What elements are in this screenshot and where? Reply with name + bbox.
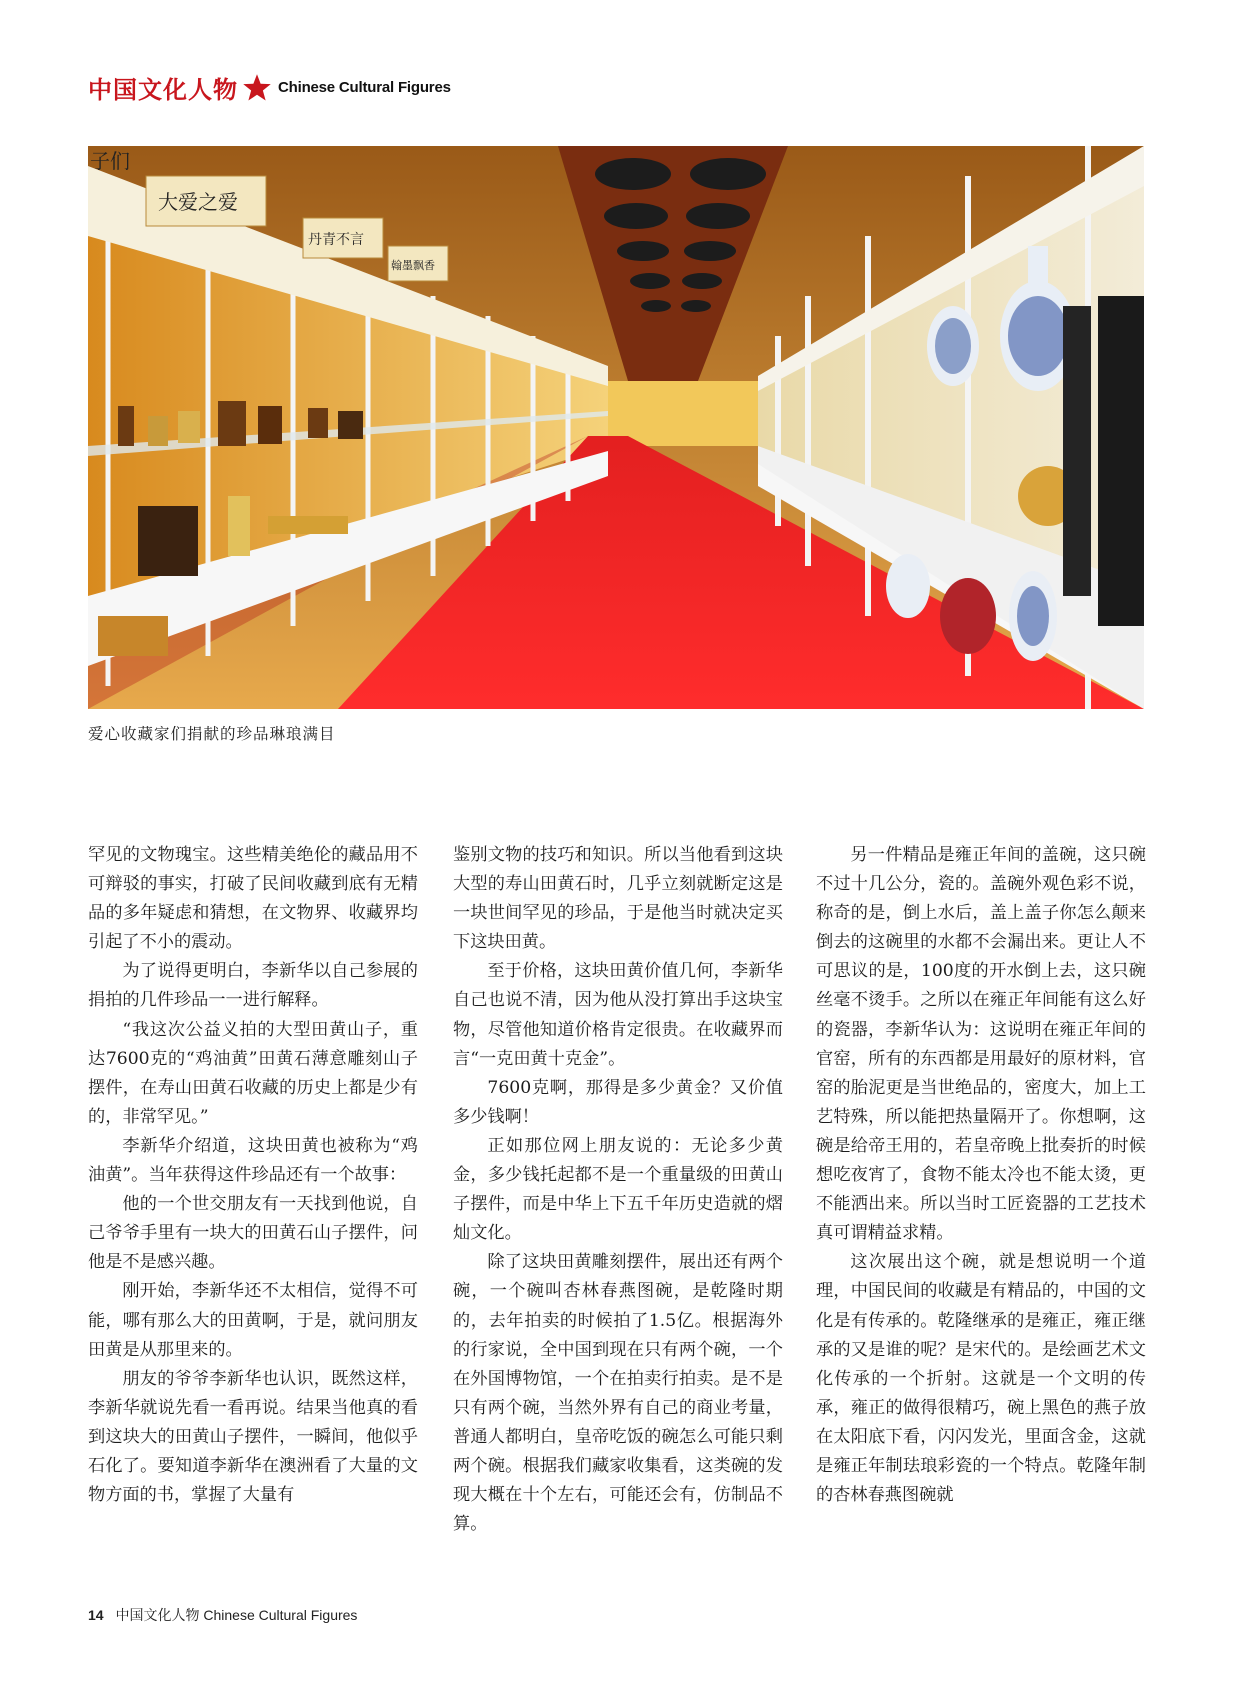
paragraph: 除了这块田黄雕刻摆件，展出还有两个碗，一个碗叫杏林春燕图碗，是乾隆时期的，去年拍卖的时候拍了1.5亿。根据海外的行家说，全中国到现在只有两个碗，一个在外国博物馆，一个在拍卖行拍卖。是不是只有两个碗，当然外界有自己的商业考量，普通人都明白，皇帝吃饭的碗怎么可能只剩两个碗。根据我们藏家收集看，这类碗的发现大概在十个左右，可能还会有，仿制品不算。 bbox=[453, 1252, 783, 1535]
sign-3: 翰墨飘香 bbox=[391, 259, 435, 272]
paragraph: 这次展出这个碗，就是想说明一个道理，中国民间的收藏是有精品的，中国的文化是有传承的。乾隆继承的是雍正，雍正继承的又是谁的呢？是宋代的。是绘画艺术文化传承的一个折射。这就是一个文明的传承，雍正的做得很精巧，碗上黑色的燕子放在太阳底下看，闪闪发光，里面含金，这就是雍正年制珐琅彩瓷的一个特点。乾隆年制的杏林春燕图碗就 bbox=[816, 1252, 1146, 1506]
red-star-icon bbox=[242, 73, 272, 103]
text-column-3 bbox=[816, 841, 1146, 1510]
paragraph: 罕见的文物瑰宝。这些精美绝伦的藏品用不可辩驳的事实，打破了民间收藏到底有无精品的多年疑虑和猜想，在文物界、收藏界均引起了不小的震动。 bbox=[88, 845, 418, 953]
photo-caption: 爱心收藏家们捐献的珍品琳琅满目 bbox=[88, 725, 336, 743]
paragraph: 朋友的爷爷李新华也认识，既然这样，李新华就说先看一看再说。结果当他真的看到这块大的田黄山子摆件，一瞬间，他似乎石化了。要知道李新华在澳洲看了大量的文物方面的书，掌握了大量有 bbox=[88, 1368, 418, 1506]
sign-1: 大爱之爱 bbox=[158, 190, 238, 214]
exhibition-hall-photo bbox=[88, 146, 1144, 709]
paragraph: 为了说得更明白，李新华以自己参展的捐拍的几件珍品一一进行解释。 bbox=[88, 961, 418, 1011]
photo-edge-text: 子们 bbox=[90, 149, 130, 173]
paragraph: 李新华介绍道，这块田黄也被称为“鸡油黄”。当年获得这件珍品还有一个故事： bbox=[88, 1135, 418, 1186]
text-column-2 bbox=[453, 841, 783, 1539]
paragraph: 他的一个世交朋友有一天找到他说，自己爷爷手里有一块大的田黄石山子摆件，问他是不是感兴趣。 bbox=[88, 1194, 418, 1273]
magazine-header bbox=[88, 70, 451, 105]
footer-title-en: Chinese Cultural Figures bbox=[203, 1607, 358, 1623]
paragraph: 鉴别文物的技巧和知识。所以当他看到这块大型的寿山田黄石时，几乎立刻就断定这是一块世间罕见的珍品，于是他当时就决定买下这块田黄。 bbox=[453, 845, 783, 953]
sign-2: 丹青不言 bbox=[308, 232, 364, 248]
paragraph: 刚开始，李新华还不太相信，觉得不可能，哪有那么大的田黄啊，于是，就问朋友田黄是从那里来的。 bbox=[88, 1281, 418, 1360]
text-column-1 bbox=[88, 841, 418, 1510]
brand-title-en: Chinese Cultural Figures bbox=[278, 79, 451, 96]
brand-title-cn: 中国文化人物 bbox=[88, 75, 238, 104]
paragraph: 另一件精品是雍正年间的盖碗，这只碗不过十几公分，瓷的。盖碗外观色彩不说，称奇的是，倒上水后，盖上盖子你怎么颠来倒去的这碗里的水都不会漏出来。更让人不可思议的是，100度的开水倒上去，这只碗丝毫不烫手。之所以在雍正年间能有这么好的瓷器，李新华认为：这说明在雍正年间的官窑，所有的东西都是用最好的原材料，官窑的胎泥更是当世绝品的，密度大，加上工艺特殊，所以能把热量隔开了。你想啊，这碗是给帝王用的，若皇帝晚上批奏折的时候想吃夜宵了，食物不能太冷也不能太烫，更不能洒出来。所以当时工匠瓷器的工艺技术真可谓精益求精。 bbox=[816, 845, 1146, 1244]
paragraph: 7600克啊，那得是多少黄金？又价值多少钱啊！ bbox=[453, 1077, 783, 1127]
paragraph: 正如那位网上朋友说的：无论多少黄金，多少钱托起都不是一个重量级的田黄山子摆件，而是中华上下五千年历史造就的熠灿文化。 bbox=[453, 1135, 783, 1244]
page-footer bbox=[88, 1605, 357, 1625]
page-number: 14 bbox=[88, 1607, 104, 1623]
paragraph: 至于价格，这块田黄价值几何，李新华自己也说不清，因为他从没打算出手这块宝物，尽管他知道价格肯定很贵。在收藏界而言“一克田黄十克金”。 bbox=[453, 961, 783, 1069]
paragraph: “我这次公益义拍的大型田黄山子，重达7600克的“鸡油黄”田黄石薄意雕刻山子摆件，在寿山田黄石收藏的历史上都是少有的，非常罕见。” bbox=[88, 1019, 418, 1127]
footer-title-cn: 中国文化人物 bbox=[115, 1608, 200, 1624]
